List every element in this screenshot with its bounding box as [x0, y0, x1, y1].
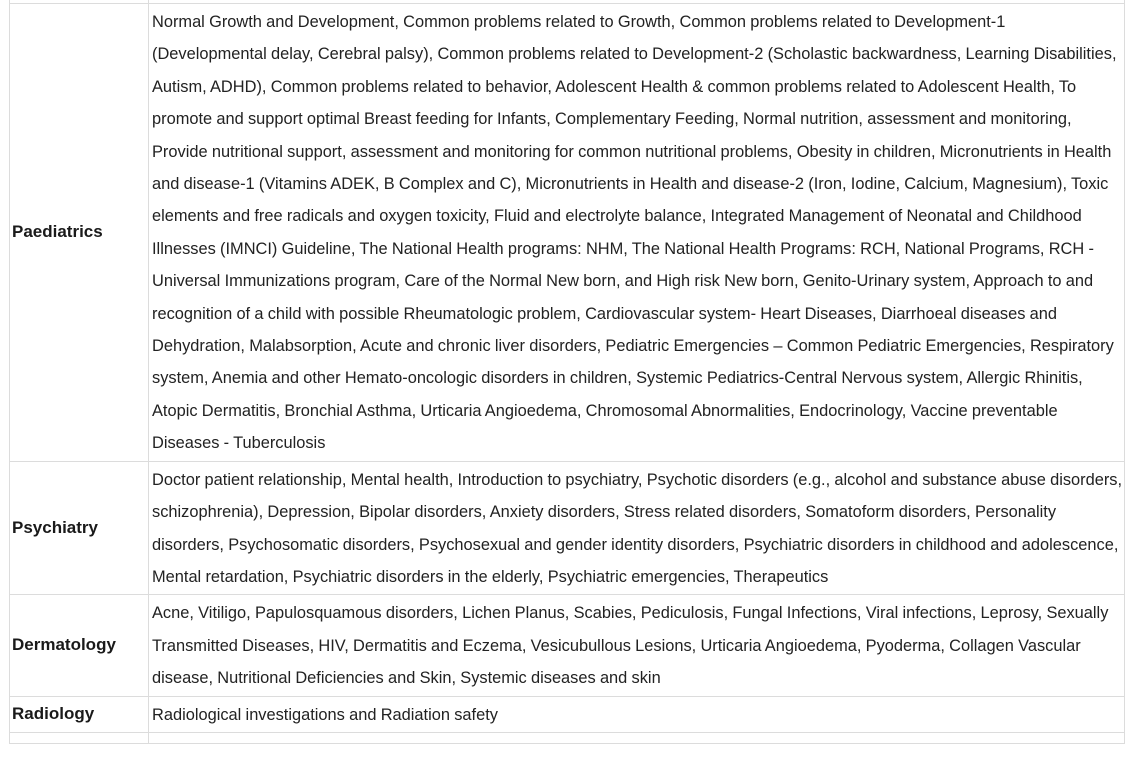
syllabus-table: [9, 0, 1125, 744]
topics-radiology: Radiological investigations and Radiation safety: [149, 696, 1125, 732]
table-row: [10, 696, 1125, 732]
table-row-bottom-cut: [10, 732, 1125, 743]
subject-radiology: Radiology: [10, 696, 149, 732]
topics-psychiatry: Doctor patient relationship, Mental health, Introduction to psychiatry, Psychotic disorders (e.g., alcohol and substance abuse disorders, schizophrenia), Depression, Bipolar disorders, Anxiety disorders, Stress related disorders, Somatoform disorders, Personality disorders, Psychosomatic disorders, Psychosexual and gender identity disorders, Psychiatric disorders in childhood and adolescence, Mental retardation, Psychiatric disorders in the elderly, Psychiatric emergencies, Therapeutics: [149, 461, 1125, 595]
topics-paediatrics: Normal Growth and Development, Common problems related to Growth, Common problems related to Development-1 (Developmental delay, Cerebral palsy), Common problems related to Development-2 (Scholastic backwardness, Learning Disabilities, Autism, ADHD), Common problems related to behavior, Adolescent Health & common problems related to Adolescent Health, To promote and support optimal Breast feeding for Infants, Complementary Feeding, Normal nutrition, assessment and monitoring, Provide nutritional support, assessment and monitoring for common nutritional problems, Obesity in children, Micronutrients in Health and disease-1 (Vitamins ADEK, B Complex and C), Micronutrients in Health and disease-2 (Iron, Iodine, Calcium, Magnesium), Toxic elements and free radicals and oxygen toxicity, Fluid and electrolyte balance, Integrated Management of Neonatal and Childhood Illnesses (IMNCI) Guideline, The National Health programs: NHM, The National Health Programs: RCH, National Programs, RCH - Universal Immunizations program, Care of the Normal New born, and High risk New born, Genito-Urinary system, Approach to and recognition of a child with possible Rheumatologic problem, Cardiovascular system- Heart Diseases, Diarrhoeal diseases and Dehydration, Malabsorption, Acute and chronic liver disorders, Pediatric Emergencies – Common Pediatric Emergencies, Respiratory system, Anemia and other Hemato-oncologic disorders in children, Systemic Pediatrics-Central Nervous system, Allergic Rhinitis, Atopic Dermatitis, Bronchial Asthma, Urticaria Angioedema, Chromosomal Abnormalities, Endocrinology, Vaccine preventable Diseases - Tuberculosis: [149, 4, 1125, 462]
topics-cell-empty: [149, 732, 1125, 743]
topics-dermatology: Acne, Vitiligo, Papulosquamous disorders, Lichen Planus, Scabies, Pediculosis, Fungal Infections, Viral infections, Leprosy, Sexually Transmitted Diseases, HIV, Dermatitis and Eczema, Vesicubullous Lesions, Urticaria Angioedema, Pyoderma, Collagen Vascular disease, Nutritional Deficiencies and Skin, Systemic diseases and skin: [149, 595, 1125, 696]
subject-cell-empty: [10, 732, 149, 743]
subject-paediatrics: Paediatrics: [10, 4, 149, 462]
table-row: [10, 4, 1125, 462]
table-row: [10, 461, 1125, 595]
table-row: [10, 595, 1125, 696]
subject-dermatology: Dermatology: [10, 595, 149, 696]
subject-psychiatry: Psychiatry: [10, 461, 149, 595]
